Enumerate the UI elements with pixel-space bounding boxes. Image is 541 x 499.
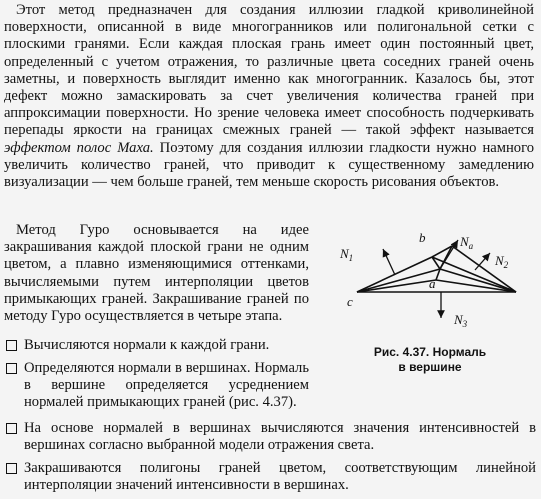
checkbox-bullet-icon (6, 423, 17, 434)
step-item (4, 337, 304, 354)
n1-arrow (383, 249, 395, 275)
step-item (4, 420, 536, 454)
vertex-label-a: a (429, 276, 436, 291)
step-text: Вычисляются нормали к каждой грани. (24, 337, 270, 353)
vertex-label-c: c (347, 294, 353, 309)
step-item (4, 460, 536, 494)
checkbox-bullet-icon (6, 463, 17, 474)
normal-label-n1: $N_1$ (340, 246, 354, 263)
intro-text-part2: Поэтому для создания иллюзии гладкости нужно намного увеличить количество граней, что приводит к существенному замедлению визуализации — чем больше граней, тем меньше скорость рисования объектов. (4, 139, 534, 191)
intro-paragraph (4, 2, 534, 191)
vertex-normal-figure (330, 220, 540, 360)
step-text: На основе нормалей в вершинах вычисляются значения интенсивностей в вершинах согласно выбранной модели отражения света. (24, 420, 536, 454)
caption-line-1: Рис. 4.37. Нормаль (373, 345, 487, 359)
figure-caption (340, 345, 520, 375)
mesh-faces (357, 246, 516, 292)
normal-label-na: $N_a$ (460, 234, 474, 251)
gouraud-paragraph: Метод Гуро основывается на идее закрашивания каждой плоской грани не одним цветом, а плавно изменяющимися оттенками, вычисляемыми путем интерполяции цветов примыкающих граней. Закрашивание граней по методу Гуро осуществляется в четыре этапа. (4, 222, 309, 325)
step-item (4, 360, 309, 412)
step-text: Закрашиваются полигоны граней цветом, соответствующим линейной интерполяции значений интенсивности в вершинах. (24, 460, 536, 494)
step-text: Определяются нормали в вершинах. Нормаль в вершине определяется усреднением нормалей примыкающих граней (рис. 4.37). (24, 360, 309, 411)
normal-label-n3: $N_3$ (454, 312, 468, 329)
caption-line-2: в вершине (398, 360, 462, 374)
checkbox-bullet-icon (6, 363, 17, 374)
vertex-label-b: b (419, 230, 426, 245)
intro-text-part1: Этот метод предназначен для создания иллюзии гладкой криволинейной поверхности, описанной в виде многогранников или полигональной сетки с плоскими гранями. Если каждая плоская грань имеет один постоянный цвет, определенный с учетом отражения, то различные цвета соседних граней очень заметны, и поверхность выглядит именно как многогранник. Казалось бы, этот дефект можно замаскировать за счет увеличения количества граней при аппроксимации поверхности. Но зрение человека имеет способность подчеркивать перепады яркости на границах смежных граней — такой эффект называется (4, 2, 534, 139)
normal-label-n2: $N_2$ (495, 253, 509, 270)
mach-bands-term: эффектом полос Маха. (4, 139, 154, 156)
checkbox-bullet-icon (6, 340, 17, 351)
